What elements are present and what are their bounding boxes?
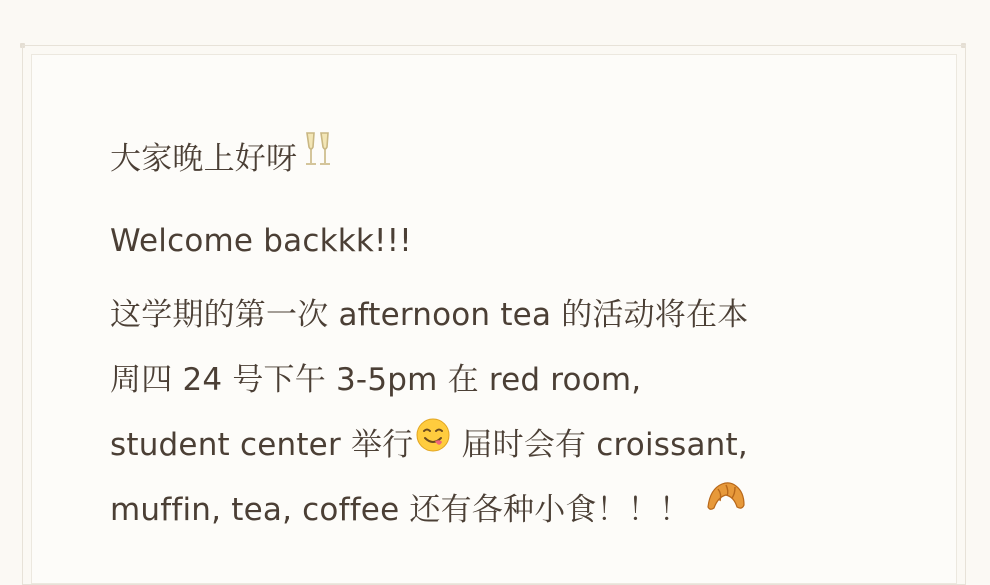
welcome-line: Welcome backkk!!! [110,223,412,259]
announcement-line-3 [110,413,910,478]
announcement-line-4-text: muffin, tea, coffee 还有各种小食！！！ [110,492,691,528]
yum-face-icon [415,411,451,476]
greeting-text: 大家晚上好呀 [110,141,298,177]
announcement-line-3-end: 届时会有 croissant, [451,427,748,463]
announcement-line-3-start: student center 举行 [110,427,414,463]
champagne-glasses-icon [301,130,335,186]
announcement-line-2: 周四 24 号下午 3-5pm 在 red room, [110,362,642,398]
greeting-line [110,133,910,185]
announcement-line-4 [110,478,910,543]
announcement-line-1: 这学期的第一次 afternoon tea 的活动将在本 [110,297,749,333]
croissant-icon [704,475,748,540]
article-body [110,133,910,543]
announcement-paragraph [110,283,910,543]
